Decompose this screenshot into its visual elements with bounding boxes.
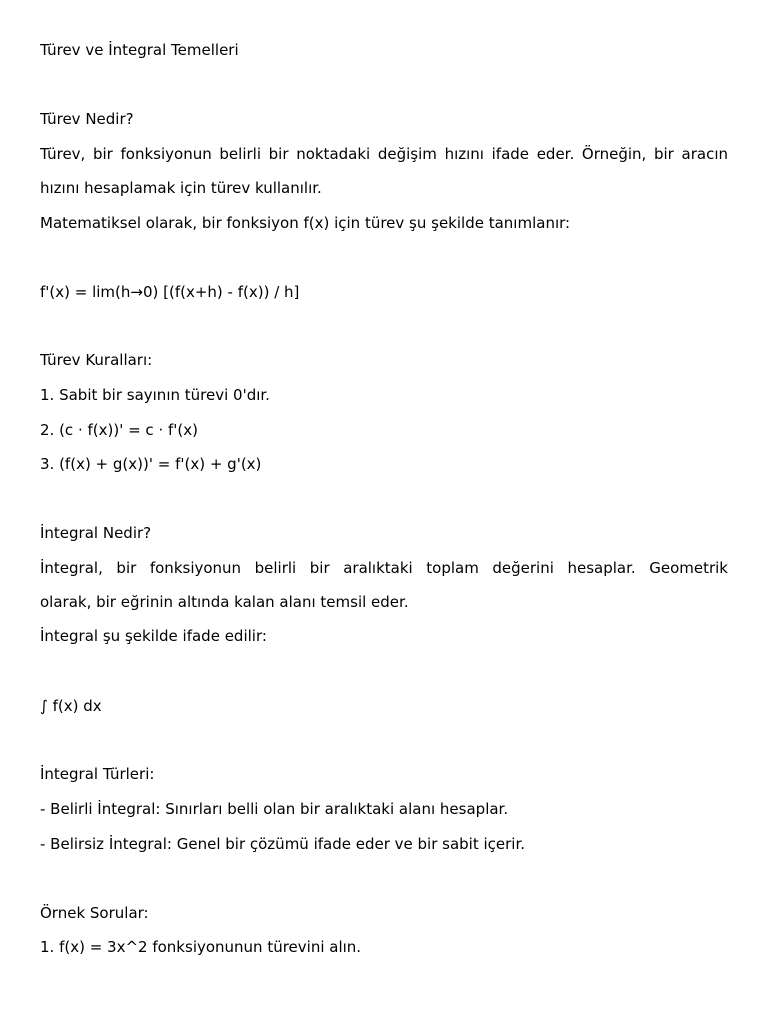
integral-paragraph-line-2: olarak, bir eğrinin altında kalan alanı temsil eder.	[40, 593, 409, 611]
derivative-rules-heading: Türev Kuralları:	[40, 351, 153, 369]
derivative-heading: Türev Nedir?	[40, 110, 134, 128]
integral-type-item: - Belirli İntegral: Sınırları belli olan bir aralıktaki alanı hesaplar.	[40, 800, 509, 818]
integral-type-item: - Belirsiz İntegral: Genel bir çözümü ifade eder ve bir sabit içerir.	[40, 835, 526, 853]
derivative-paragraph-line-1: Türev, bir fonksiyonun belirli bir noktadaki değişim hızını ifade eder. Örneğin, bir aracın	[40, 145, 728, 163]
derivative-formula: f'(x) = lim(h→0) [(f(x+h) - f(x)) / h]	[40, 283, 300, 301]
example-item: 1. f(x) = 3x^2 fonksiyonunun türevini alın.	[40, 938, 362, 956]
integral-heading: İntegral Nedir?	[40, 524, 152, 542]
derivative-rule-item: 2. (c · f(x))' = c · f'(x)	[40, 421, 198, 439]
integral-paragraph-line-1: İntegral, bir fonksiyonun belirli bir aralıktaki toplam değerini hesaplar. Geometrik	[40, 559, 728, 577]
derivative-rule-item: 3. (f(x) + g(x))' = f'(x) + g'(x)	[40, 455, 262, 473]
derivative-paragraph-line-2: hızını hesaplamak için türev kullanılır.	[40, 179, 322, 197]
document-title: Türev ve İntegral Temelleri	[40, 41, 239, 59]
derivative-definition-intro: Matematiksel olarak, bir fonksiyon f(x) için türev şu şekilde tanımlanır:	[40, 214, 571, 232]
integral-types-heading: İntegral Türleri:	[40, 765, 155, 783]
derivative-rule-item: 1. Sabit bir sayının türevi 0'dır.	[40, 386, 270, 404]
integral-expression-intro: İntegral şu şekilde ifade edilir:	[40, 627, 267, 645]
integral-formula: ∫ f(x) dx	[40, 697, 102, 715]
examples-heading: Örnek Sorular:	[40, 904, 149, 922]
